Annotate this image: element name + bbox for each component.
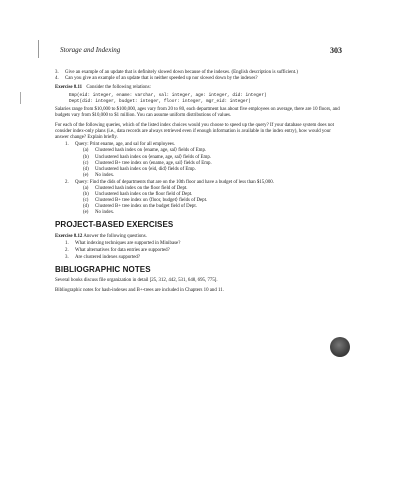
option-item	[83, 173, 345, 179]
paragraph: Several books discuss file organization in detail [25, 312, 442, 531, 648, 695, 775].	[55, 278, 218, 284]
option-letter: (d)	[83, 204, 89, 210]
margin-mark-left	[20, 92, 21, 104]
list-item	[65, 248, 345, 254]
option-text: No index.	[95, 210, 115, 216]
project-exercise-badge-icon	[330, 337, 350, 357]
exercise-intro: Consider the following relations:	[86, 85, 151, 91]
paragraph: For each of the following queries, which of the listed index choices would you choose to speed up the query? If your database system does not consider index-only plans (i.e., data records are always retrieved even if enough information is available in the index entry), how would your answer change? Explain briefly.	[55, 123, 334, 141]
item-text: Can you give an example of an update that is neither speeded up nor slowed down by the indexes?	[65, 76, 258, 82]
schema-line: Emp(eid: integer, ename: varchar, sal: integer, age: integer, did: integer)	[69, 93, 267, 99]
list-item	[55, 76, 345, 82]
list-item	[65, 241, 345, 247]
query-text: Query: Print ename, age, and sal for all employees.	[75, 142, 176, 148]
option-letter: (c)	[83, 160, 89, 166]
option-text: Clustered B+ tree index on ⟨ename, age, sal⟩ fields of Emp.	[95, 160, 212, 166]
option-letter: (a)	[83, 148, 89, 154]
page-number: 303	[330, 46, 342, 55]
option-letter: (b)	[83, 192, 89, 198]
option-item	[83, 210, 345, 216]
item-text: Are clustered indexes supported?	[75, 254, 141, 260]
section-heading: PROJECT-BASED EXERCISES	[55, 220, 174, 230]
running-header: Storage and Indexing	[60, 46, 121, 54]
option-letter: (b)	[83, 154, 89, 160]
item-number: 3.	[55, 70, 59, 75]
option-text: Clustered hash index on ⟨ename, age, sal⟩ fields of Emp.	[95, 148, 207, 154]
query-number: 2.	[65, 179, 69, 185]
list-item	[65, 255, 345, 261]
option-letter: (e)	[83, 172, 89, 178]
item-number: 4.	[55, 76, 59, 82]
margin-mark-top-left	[38, 40, 39, 58]
exercise-intro: Answer the following questions.	[83, 233, 147, 239]
item-text: Give an example of an update that is definitely slowed down because of the indexes. (English description is sufficient.)	[65, 70, 298, 75]
item-number: 1.	[65, 240, 69, 246]
option-letter: (a)	[83, 186, 89, 191]
paragraph: Salaries range from $10,000 to $100,000, ages vary from 20 to 80, each department has about five employees on average, there are 10 floors, and budgets vary from $10,000 to $1 million. You can assume uniform distributions of values.	[55, 106, 340, 118]
item-text: What indexing techniques are supported in Minibase?	[75, 240, 181, 246]
option-letter: (c)	[83, 198, 89, 204]
option-letter: (e)	[83, 210, 89, 216]
item-number: 3.	[65, 254, 69, 260]
option-text: Unclustered hash index on ⟨ename, age, sal⟩ fields of Emp.	[95, 154, 211, 160]
option-text: Unclustered hash index on the floor field of Dept.	[95, 192, 193, 198]
exercise-heading	[55, 85, 345, 91]
option-text: Clustered B+ tree index on ⟨floor, budget⟩ fields of Dept.	[95, 198, 208, 204]
item-text: What alternatives for data entries are supported?	[75, 247, 170, 253]
paragraph: Bibliographic notes for hash-indexes and B+-trees are included in Chapters 10 and 11.	[55, 288, 224, 294]
page-content	[55, 70, 345, 294]
schema-line: Dept(did: integer, budget: integer, floor: integer, mgr_eid: integer)	[69, 99, 251, 105]
exercise-label: Exercise 8.11	[55, 85, 83, 91]
section-heading: BIBLIOGRAPHIC NOTES	[55, 264, 151, 274]
exercise-heading	[55, 234, 345, 240]
schema-block	[69, 93, 345, 105]
option-text: Clustered hash index on the floor field of Dept.	[95, 186, 188, 191]
exercise-label: Exercise 8.12	[55, 233, 83, 239]
query-text: Query: Find the dids of departments that are on the 10th floor and have a budget of less than $15,000.	[75, 179, 274, 185]
option-text: Unclustered hash index on ⟨eid, did⟩ fields of Emp.	[95, 166, 196, 172]
item-number: 2.	[65, 247, 69, 253]
question-list	[55, 241, 345, 261]
option-text: No index.	[95, 172, 115, 178]
option-letter: (d)	[83, 166, 89, 172]
query-number: 1.	[65, 142, 69, 148]
option-text: Clustered B+ tree index on the budget field of Dept.	[95, 204, 197, 210]
